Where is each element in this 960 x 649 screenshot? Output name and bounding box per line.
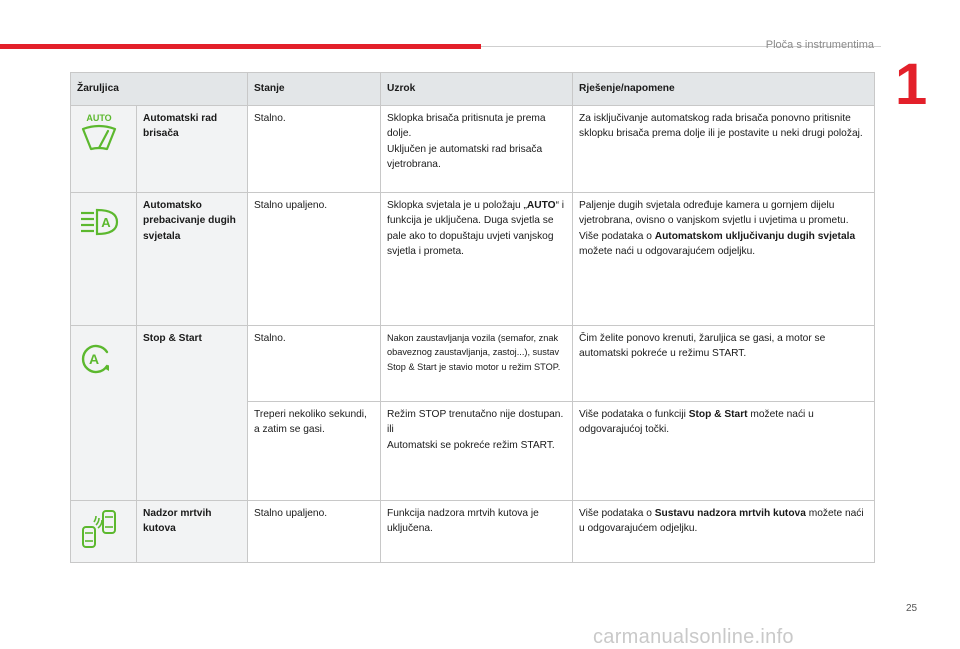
- solution-text-bold: Sustavu nadzora mrtvih kutova: [654, 508, 806, 519]
- solution-text: Više podataka o funkciji: [579, 409, 689, 420]
- table-row: [71, 193, 875, 326]
- wiper-auto-icon: [77, 111, 121, 155]
- cause-text: “ i funkcija je uključena. Duga svjetla se pale ako to dopuštaju uvjeti vanjskog svjetla i prometa.: [387, 200, 565, 257]
- auto-high-beam-icon: [77, 207, 121, 237]
- indicator-name: Automatski rad brisača: [137, 106, 248, 193]
- solution-cell: Čim želite ponovo krenuti, žaruljica se gasi, a motor se automatski pokreće u režimu START.: [573, 326, 875, 402]
- cause-cell: [381, 193, 573, 326]
- solution-cell: [573, 193, 875, 326]
- column-header-cause: Uzrok: [381, 73, 573, 106]
- solution-text: možete naći u odgovarajućem odjeljku.: [579, 245, 756, 257]
- indicator-name: Stop & Start: [137, 326, 248, 501]
- solution-text-bold: Automatskom uključivanju dugih svjetala: [654, 230, 856, 242]
- chapter-number: 1: [895, 52, 928, 117]
- table-row: [71, 501, 875, 563]
- column-header-solution: Rješenje/napomene: [573, 73, 875, 106]
- table-row: [71, 326, 875, 402]
- watermark: carmanualsonline.info: [593, 626, 794, 648]
- state-cell: Stalno.: [248, 106, 381, 193]
- wiper-auto-icon-label: AUTO: [86, 113, 112, 123]
- solution-cell: [573, 501, 875, 563]
- solution-text: možete naći u odgovarajućem odjeljku.: [579, 508, 864, 535]
- state-cell: Stalno upaljeno.: [248, 193, 381, 326]
- icon-cell: [71, 501, 137, 563]
- state-cell: Stalno.: [248, 326, 381, 402]
- column-header-indicator: Žaruljica: [71, 73, 248, 106]
- cause-cell: Funkcija nadzora mrtvih kutova je uključena.: [381, 501, 573, 563]
- indicator-name: Automatsko prebacivanje dugih svjetala: [137, 193, 248, 326]
- state-cell: Stalno upaljeno.: [248, 501, 381, 563]
- table-row: [71, 106, 875, 193]
- indicator-name: Nadzor mrtvih kutova: [137, 501, 248, 563]
- stop-start-icon-label: A: [88, 351, 100, 367]
- icon-cell: [71, 193, 137, 326]
- cause-text-bold: AUTO: [526, 200, 556, 211]
- solution-text: možete naći u odgovarajućoj točki.: [579, 409, 814, 436]
- solution-text-bold: Stop & Start: [688, 409, 748, 420]
- blind-spot-monitoring-icon: [77, 507, 121, 549]
- solution-text: Više podataka o: [579, 508, 655, 519]
- stop-start-icon: [77, 342, 113, 376]
- solution-text: Paljenje dugih svjetala određuje kamera u gornjem dijelu vjetrobrana, ovisno o vanjskom svjetlu i uvjetima u prometu. Više podataka o: [579, 200, 849, 242]
- page-number: 25: [906, 603, 918, 614]
- indicator-table: [70, 72, 875, 563]
- solution-cell: Za isključivanje automatskog rada brisača ponovno pritisnite sklopku brisača prema dolje ili je postavite u neki drugi položaj.: [573, 106, 875, 193]
- section-title: Ploča s instrumentima: [765, 39, 874, 51]
- cause-cell: Sklopka brisača pritisnuta je prema dolje. Uključen je automatski rad brisača vjetrobrana.: [381, 106, 573, 193]
- header-accent-bar: [0, 44, 481, 49]
- cause-text: Sklopka svjetala je u položaju „: [387, 200, 527, 211]
- state-cell: Treperi nekoliko sekundi, a zatim se gasi.: [248, 402, 381, 501]
- cause-cell: Režim STOP trenutačno nije dostupan. ili Automatski se pokreće režim START.: [381, 402, 573, 501]
- auto-high-beam-icon-label: A: [101, 215, 111, 230]
- icon-cell: [71, 106, 137, 193]
- icon-cell: [71, 326, 137, 501]
- column-header-state: Stanje: [248, 73, 381, 106]
- cause-cell: Nakon zaustavljanja vozila (semafor, znak obaveznog zaustavljanja, zastoj...), sustav Stop & Start je stavio motor u režim STOP.: [381, 326, 573, 402]
- table-header-row: [71, 73, 875, 106]
- solution-cell: [573, 402, 875, 501]
